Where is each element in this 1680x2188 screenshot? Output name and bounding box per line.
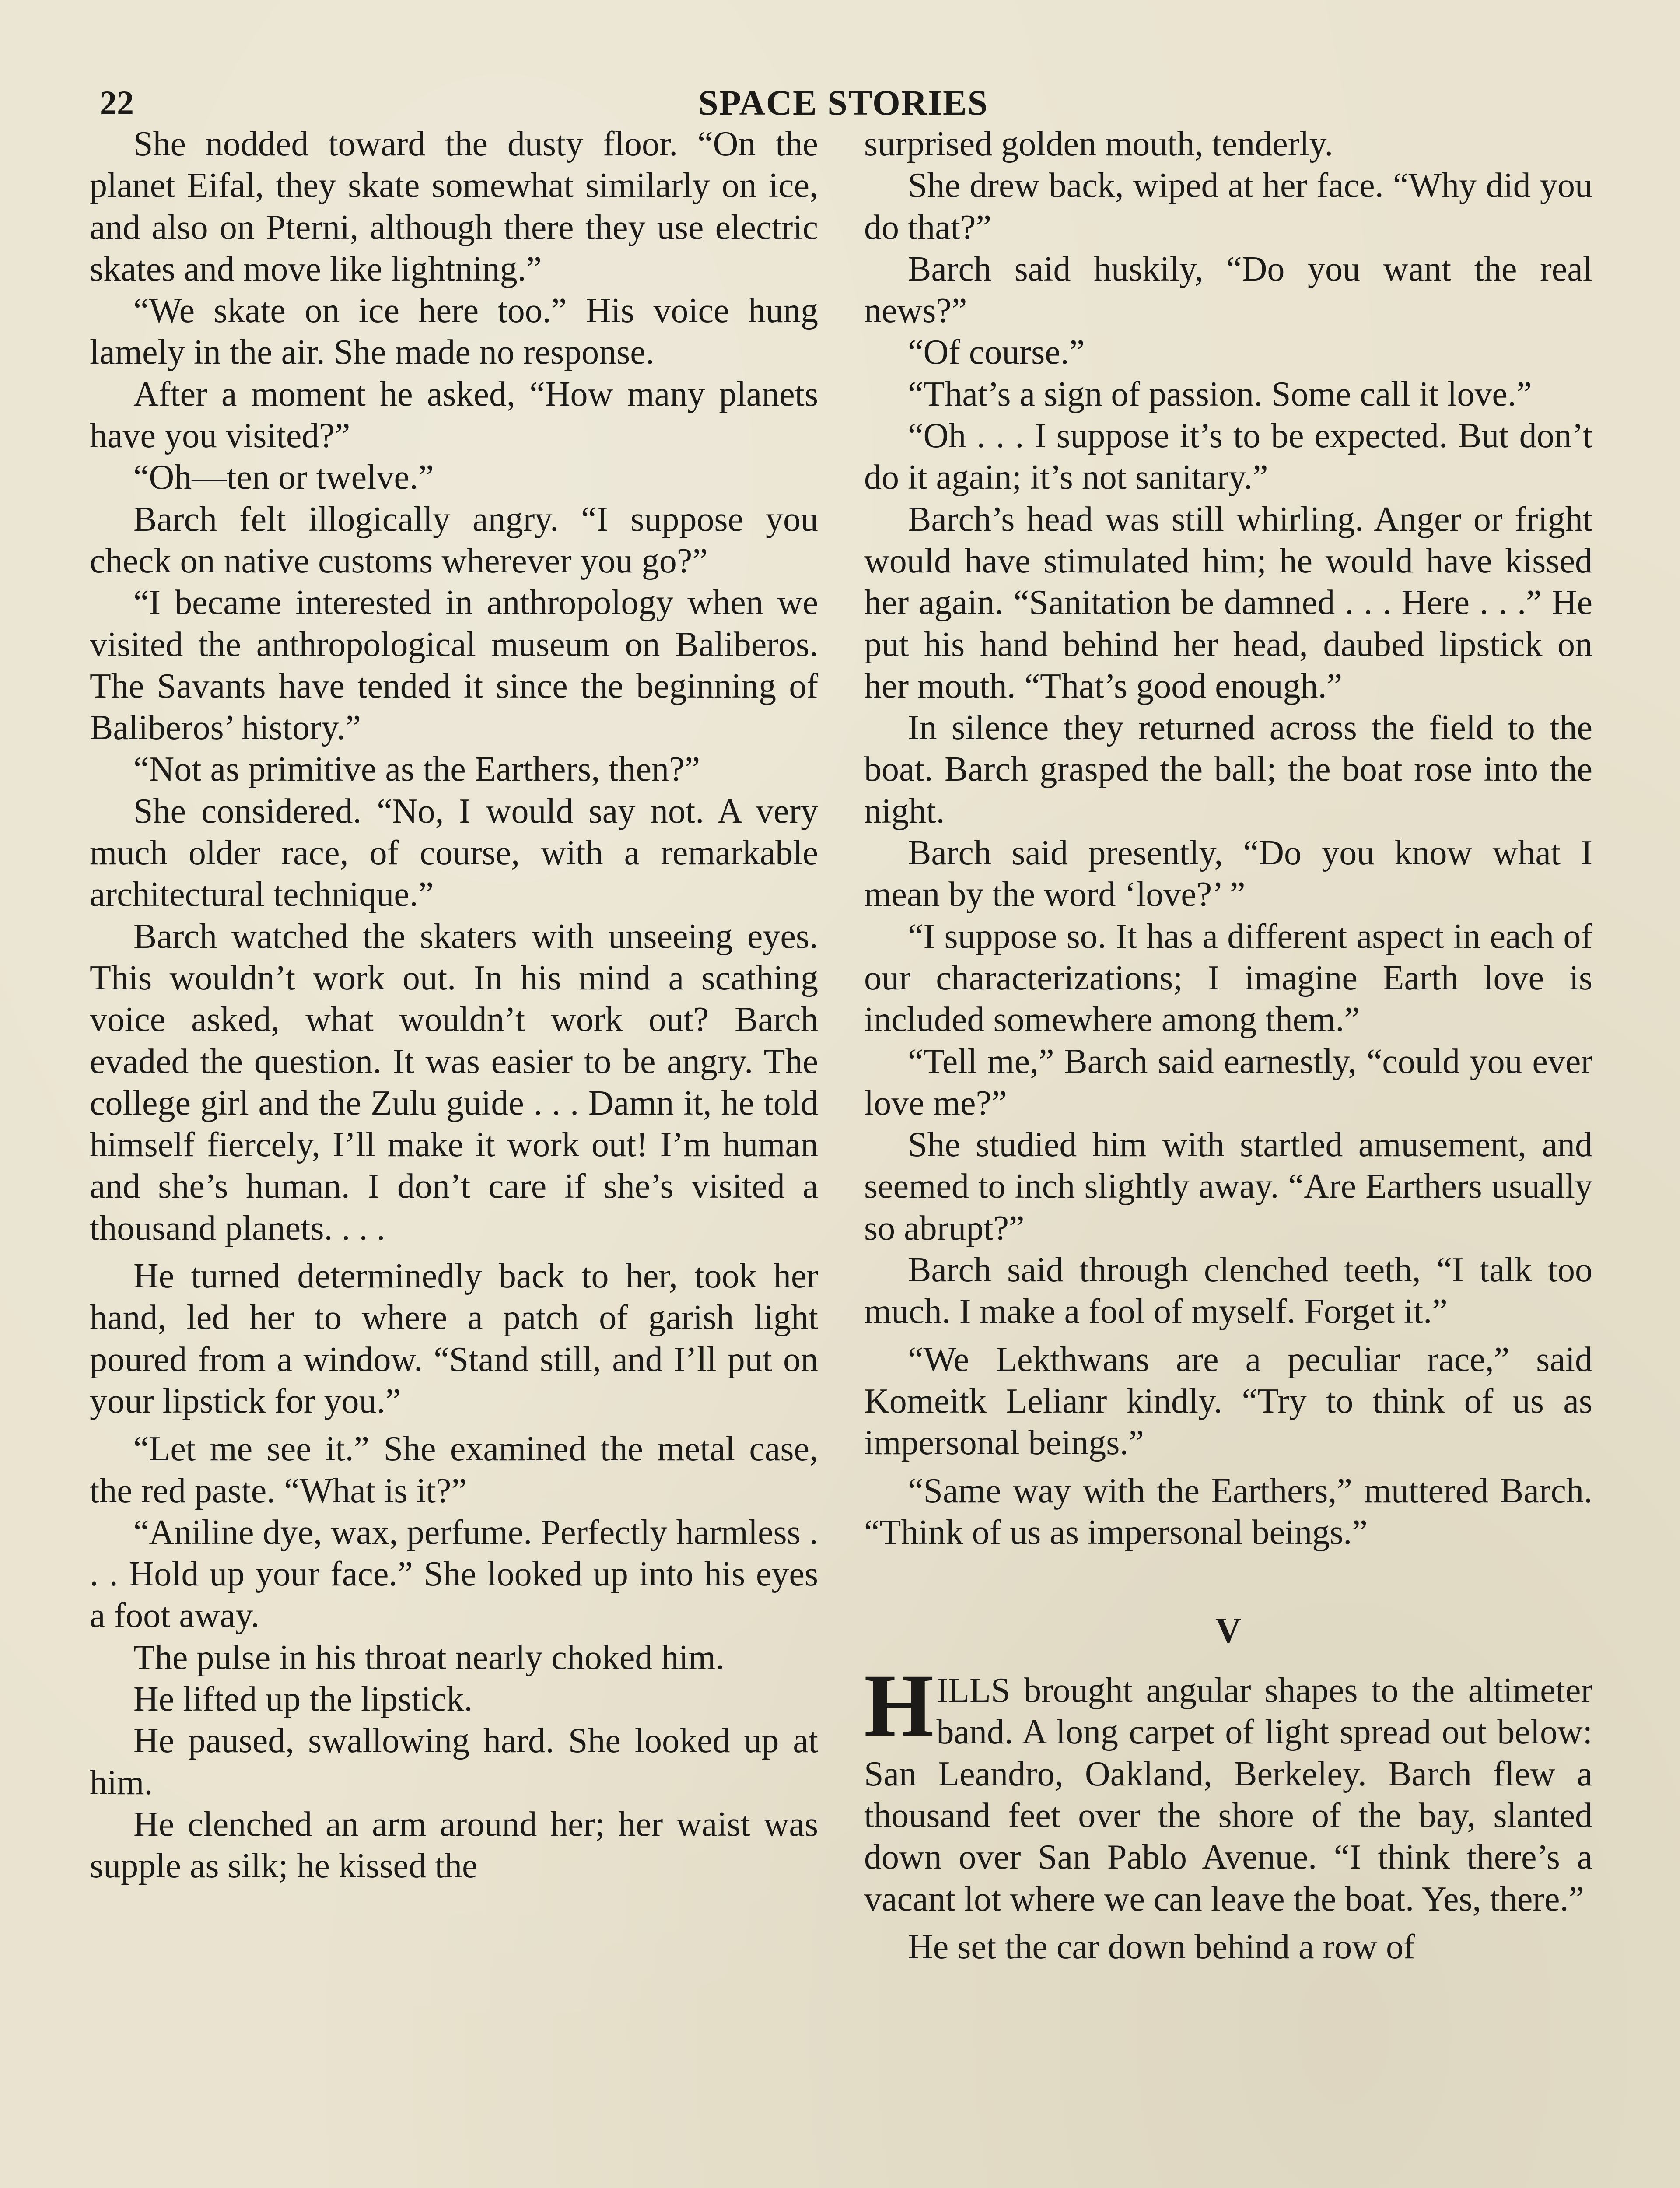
- paragraph: She drew back, wiped at her face. “Why did you do that?”: [864, 166, 1592, 247]
- left-text-column: [90, 123, 818, 1887]
- paragraph: Barch felt illogically angry. “I suppose you check on native customs wherever you go?”: [90, 500, 818, 580]
- page-header: [100, 79, 1587, 127]
- paragraph: Barch said through clenched teeth, “I talk too much. I make a fool of myself. Forget it.”: [864, 1251, 1592, 1331]
- page-number: 22: [100, 84, 134, 122]
- paragraph: “Same way with the Earthers,” muttered Barch. “Think of us as impersonal beings.”: [864, 1471, 1592, 1552]
- paragraph: “I suppose so. It has a different aspect in each of our characterizations; I imagine Earth love is included somewhere among them.”: [864, 917, 1592, 1039]
- paragraph: “I became interested in anthropology when we visited the anthropological museum on Baliberos. The Savants have tended it since the beginning of Baliberos’ history.”: [90, 583, 818, 747]
- paragraph: She considered. “No, I would say not. A very much older race, of course, with a remarkable architectural technique.”: [90, 792, 818, 914]
- paragraph: He paused, swallowing hard. She looked up at him.: [90, 1722, 818, 1802]
- paragraph: “Oh—ten or twelve.”: [133, 458, 434, 497]
- paragraph: “We skate on ice here too.” His voice hung lamely in the air. She made no response.: [90, 291, 818, 372]
- paragraph: He set the car down behind a row of: [908, 1927, 1415, 1966]
- paragraph: After a moment he asked, “How many planets have you visited?”: [90, 375, 818, 456]
- paragraph: “Of course.”: [908, 333, 1085, 372]
- paragraph: “Let me see it.” She examined the metal case, the red paste. “What is it?”: [90, 1430, 818, 1510]
- paragraph: Barch said presently, “Do you know what I mean by the word ‘love?’ ”: [864, 834, 1592, 914]
- paragraph: “That’s a sign of passion. Some call it love.”: [908, 375, 1532, 414]
- paragraph: “We Lekthwans are a peculiar race,” said Komeitk Lelianr kindly. “Try to think of us as impersonal beings.”: [864, 1340, 1592, 1462]
- paragraph: “Not as primitive as the Earthers, then?”: [133, 750, 700, 789]
- drop-cap: H: [864, 1656, 934, 1756]
- paragraph: The pulse in his throat nearly choked him.: [133, 1638, 724, 1677]
- paragraph: Barch’s head was still whirling. Anger or fright would have stimulated him; he would have kissed her again. “Sanitation be damned . . . Here . . .” He put his hand behind her head, daubed lipstick on her mouth. “That’s good enough.”: [864, 500, 1592, 705]
- paragraph: She studied him with startled amusement, and seemed to inch slightly away. “Are Earthers usually so abrupt?”: [864, 1126, 1592, 1248]
- paragraph-continuation: surprised golden mouth, tenderly.: [864, 125, 1334, 163]
- right-text-column: [864, 123, 1592, 1968]
- section-numeral: V: [1215, 1610, 1242, 1651]
- paragraph: “Tell me,” Barch said earnestly, “could you ever love me?”: [864, 1042, 1592, 1122]
- paragraph: Barch said huskily, “Do you want the real news?”: [864, 249, 1592, 330]
- paragraph: He lifted up the lipstick.: [133, 1680, 473, 1718]
- paragraph: He turned determinedly back to her, took her hand, led her to where a patch of garish light poured from a window. “Stand still, and I’ll put on your lipstick for you.”: [90, 1257, 818, 1420]
- section-first-paragraph: [864, 1656, 1592, 1920]
- paragraph: “Aniline dye, wax, perfume. Perfectly harmless . . . Hold up your face.” She looked up into his eyes a foot away.: [90, 1513, 818, 1635]
- paragraph: He clenched an arm around her; her waist was supple as silk; he kissed the: [90, 1805, 818, 1886]
- running-title: SPACE STORIES: [698, 83, 989, 123]
- paragraph: She nodded toward the dusty floor. “On the planet Eifal, they skate somewhat similarly on ice, and also on Pterni, although there they use electric skates and move like lightning.”: [90, 125, 818, 288]
- section-first-paragraph-text: ILLS brought angular shapes to the altimeter band. A long carpet of light spread out below: San Leandro, Oakland, Berkeley. Barch flew a thousand feet over the shore of the bay, slanted down over San Pablo Avenue. “I think there’s a vacant lot where we can leave the boat. Yes, there.”: [864, 1671, 1592, 1918]
- paragraph: “Oh . . . I suppose it’s to be expected. But don’t do it again; it’s not sanitary.”: [864, 417, 1592, 497]
- paragraph: Barch watched the skaters with unseeing eyes. This wouldn’t work out. In his mind a scathing voice asked, what wouldn’t work out? Barch evaded the question. It was easier to be angry. The college girl and the Zulu guide . . . Damn it, he told himself fiercely, I’ll make it work out! I’m human and she’s human. I don’t care if she’s visited a thousand planets. . . .: [90, 917, 818, 1248]
- paragraph: In silence they returned across the field to the boat. Barch grasped the ball; the boat rose into the night.: [864, 708, 1592, 831]
